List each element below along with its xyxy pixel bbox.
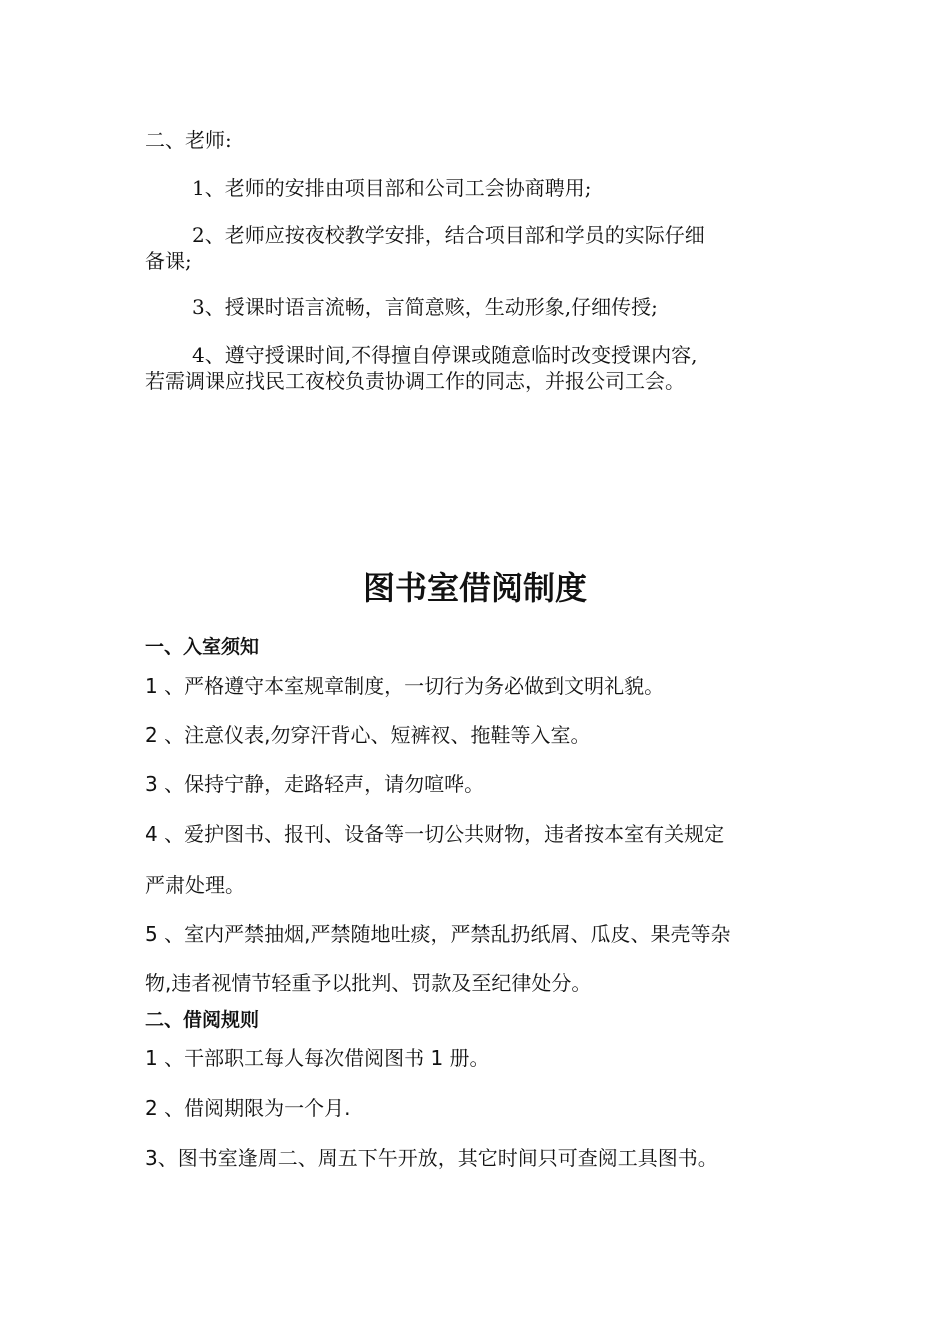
part2-line-3: 3、图书室逢周二、周五下午开放，其它时间只可查阅工具图书。 bbox=[145, 1146, 718, 1170]
part2-line-1: 1 、干部职工每人每次借阅图书 1 册。 bbox=[145, 1046, 490, 1070]
teacher-item-3: 3、授课时语言流畅，言简意赅，生动形象,仔细传授; bbox=[192, 295, 658, 319]
teacher-item-4: 4、遵守授课时间,不得擅自停课或随意临时改变授课内容, bbox=[192, 343, 698, 367]
part1-line-2: 2 、注意仪表,勿穿汗背心、短裤衩、拖鞋等入室。 bbox=[145, 723, 591, 747]
part1-line-4: 4 、爱护图书、报刊、设备等一切公共财物，违者按本室有关规定 bbox=[145, 822, 725, 846]
teacher-item-2-cont: 备课; bbox=[145, 249, 192, 273]
part1-line-5-cont: 物,违者视情节轻重予以批判、罚款及至纪律处分。 bbox=[145, 971, 592, 995]
library-part2-heading: 二、借阅规则 bbox=[145, 1009, 260, 1031]
part1-line-4-cont: 严肃处理。 bbox=[145, 873, 245, 897]
part1-line-1: 1 、严格遵守本室规章制度，一切行为务必做到文明礼貌。 bbox=[145, 674, 665, 698]
part1-line-5: 5 、室内严禁抽烟,严禁随地吐痰，严禁乱扔纸屑、瓜皮、果壳等杂 bbox=[145, 922, 731, 946]
teacher-heading: 二、老师: bbox=[145, 128, 232, 152]
library-part1-heading: 一、入室须知 bbox=[145, 636, 260, 658]
part1-line-3: 3 、保持宁静，走路轻声，请勿喧哗。 bbox=[145, 772, 485, 796]
library-title: 图书室借阅制度 bbox=[362, 569, 587, 607]
part2-line-2: 2 、借阅期限为一个月. bbox=[145, 1096, 351, 1120]
teacher-item-1: 1、老师的安排由项目部和公司工会协商聘用; bbox=[192, 176, 592, 200]
teacher-item-2: 2、老师应按夜校教学安排，结合项目部和学员的实际仔细 bbox=[192, 223, 705, 247]
teacher-item-4-cont: 若需调课应找民工夜校负责协调工作的同志，并报公司工会。 bbox=[145, 369, 685, 393]
